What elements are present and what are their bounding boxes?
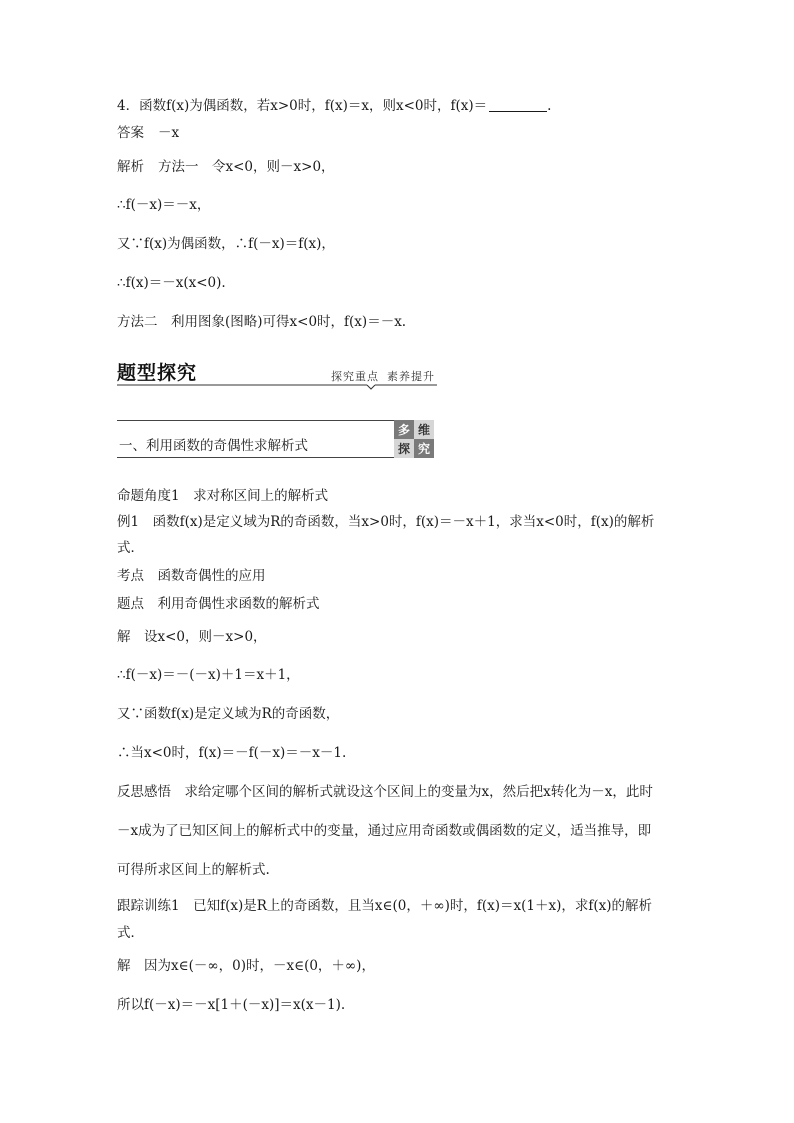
badge-char: 探: [394, 439, 414, 458]
solution-line-3: 又∵函数f(x)是定义域为R的奇函数，: [117, 706, 340, 722]
analysis-line-1: 解析 方法一 令x<0，则－x>0，: [117, 159, 335, 175]
badge-char: 究: [414, 439, 434, 458]
answer-line: [117, 124, 179, 142]
example-line-1: 例1 函数f(x)是定义域为R的奇函数，当x>0时，f(x)＝－x＋1，求当x<0时，f(x)的解析: [117, 514, 655, 530]
section-subtitle: 探究重点 素养提升: [331, 370, 435, 383]
reflection-line-3: 可得所求区间上的解析式.: [117, 862, 270, 878]
follow-solution-line-1: 解 因为x∈(－∞，0)时，－x∈(0，＋∞)，: [117, 958, 375, 974]
example-line-2: 式．: [117, 540, 144, 556]
analysis-line-2: ∴f(－x)＝－x，: [117, 197, 211, 213]
answer-blank: [489, 98, 547, 112]
analysis-label: 解析: [117, 159, 144, 175]
section-underline: [117, 384, 437, 390]
explore-bar: [117, 420, 434, 458]
follow-solution-line-2: 所以f(－x)＝－x[1＋(－x)]＝x(x－1).: [117, 997, 346, 1013]
multi-dimension-badge: [394, 420, 434, 458]
follow-up-line-1: 跟踪训练1 已知f(x)是R上的奇函数，且当x∈(0，＋∞)时，f(x)＝x(1＋x)，求f(x)的解析: [117, 898, 653, 914]
solution-line-2: ∴f(－x)＝－(－x)＋1＝x＋1，: [117, 667, 300, 683]
solution-line-1: 解 设x<0，则－x>0，: [117, 629, 267, 645]
badge-char: 维: [414, 420, 434, 439]
reflection-line-2: －x成为了已知区间上的解析式中的变量，通过应用奇函数或偶函数的定义，适当推导，即: [117, 823, 652, 839]
problem-4-question-text: 4．函数f(x)为偶函数，若x>0时，f(x)＝x，则x<0时，f(x)＝: [117, 98, 488, 114]
explore-label: 一、利用函数的奇偶性求解析式: [119, 438, 308, 454]
reflection-line-1: 反思感悟 求给定哪个区间的解析式就设这个区间上的变量为x，然后把x转化为－x，此时: [117, 784, 653, 800]
analysis-line-5: 方法二 利用图象(图略)可得x<0时，f(x)＝－x.: [117, 314, 407, 330]
analysis-line-3: 又∵f(x)为偶函数，∴f(－x)＝f(x)，: [117, 236, 335, 252]
analysis-line-4: ∴f(x)＝－x(x<0).: [117, 275, 226, 291]
answer-label: 答案: [117, 125, 144, 141]
solution-line-4: ∴当x<0时，f(x)＝－f(－x)＝－x－1.: [117, 745, 347, 761]
answer-value: －x: [158, 125, 180, 141]
tidian-line: 题点 利用奇偶性求函数的解析式: [117, 596, 320, 612]
section-title: 题型探究: [117, 362, 198, 384]
follow-up-line-2: 式．: [117, 925, 144, 941]
topic-angle: 命题角度1 求对称区间上的解析式: [117, 488, 329, 504]
section-header: [117, 356, 437, 390]
problem-4-question: 4．函数f(x)为偶函数，若x>0时，f(x)＝x，则x<0时，f(x)＝ .: [117, 98, 552, 114]
badge-char: 多: [394, 420, 414, 439]
kaodian-line: 考点 函数奇偶性的应用: [117, 568, 266, 584]
